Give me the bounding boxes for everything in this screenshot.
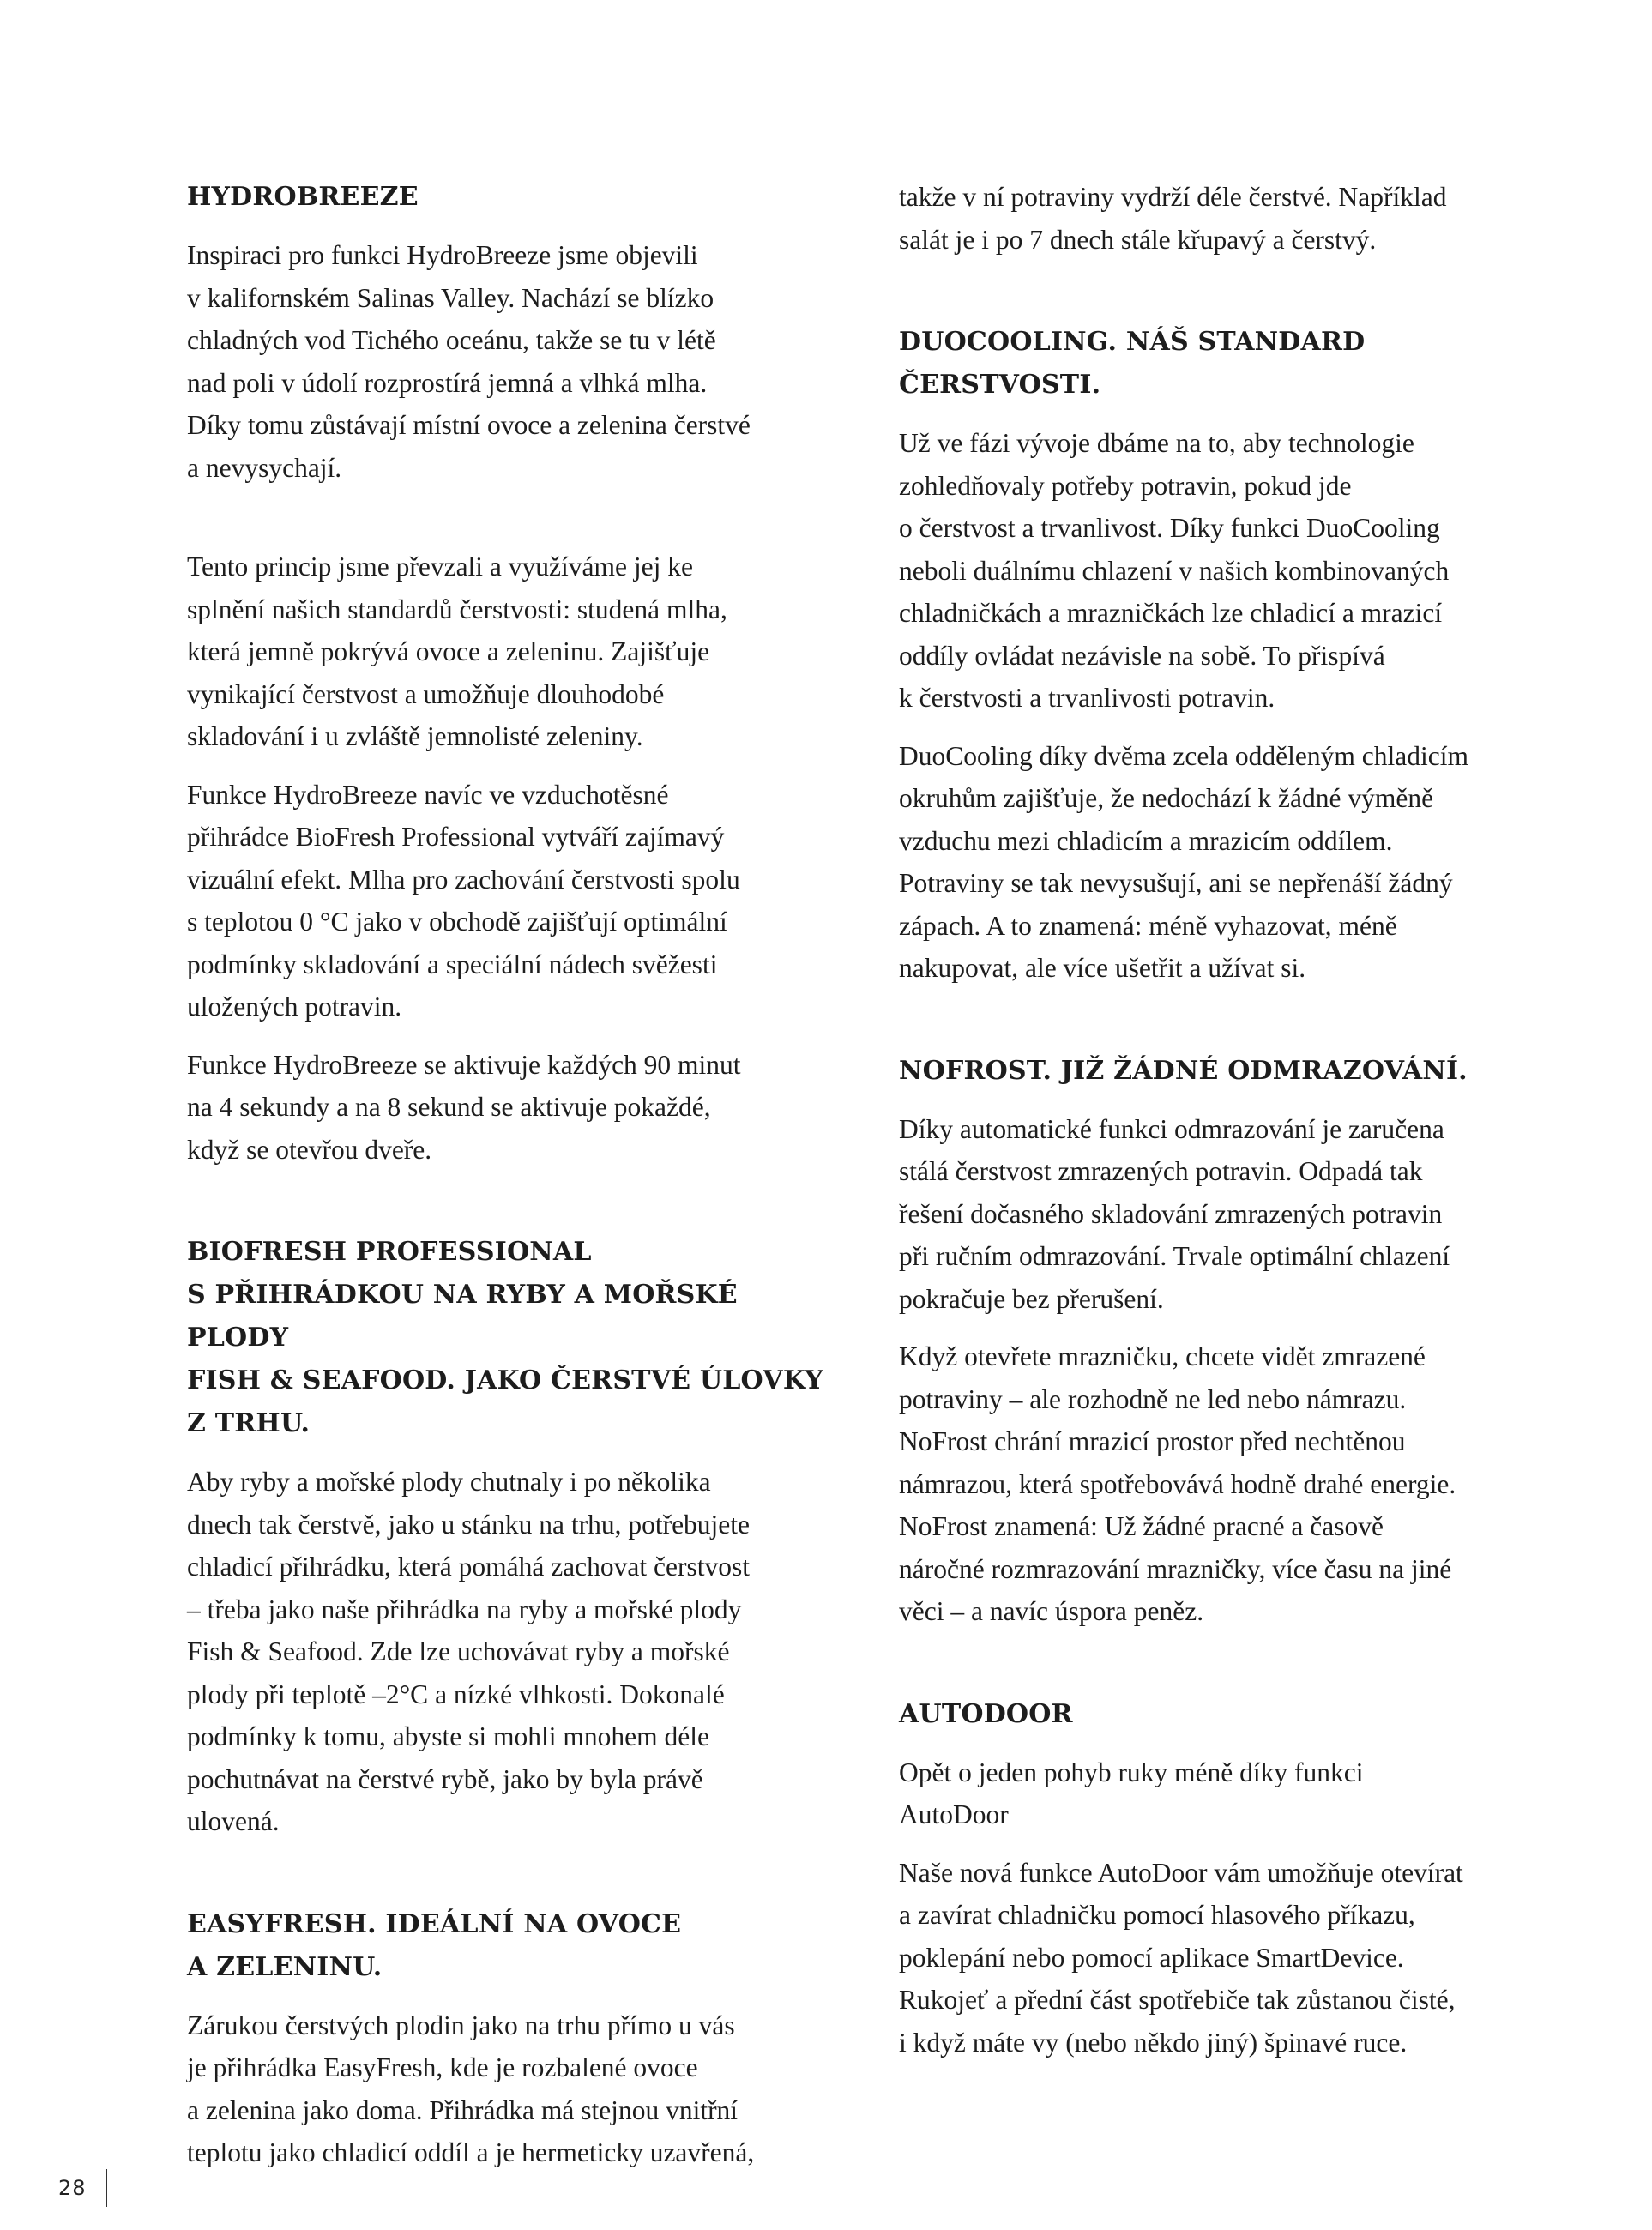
hydrobreeze-paragraph-1: Inspiraci pro funkci HydroBreeze jsme objevili v kalifornském Salinas Valley. Nachází se blízko chladných vod Tichého oceánu, takže se tu v létě nad poli v údolí rozprostírá jemná a vlhká mlha. Díky tomu zůstávají místní ovoce a zelenina čerstvé a nevysychají. <box>187 240 751 483</box>
nofrost-heading: NOFROST. JIŽ ŽÁDNÉ ODMRAZOVÁNÍ. <box>899 1055 1468 1086</box>
autodoor-paragraph-1: Opět o jeden pohyb ruky méně díky funkci AutoDoor <box>899 1757 1364 1829</box>
nofrost-paragraph-1: Díky automatické funkci odmrazování je zaručena stálá čerstvost zmrazených potravin. Odpadá tak řešení dočasného skladování zmrazených potravin při ručním odmrazování. Trvale optimální chlazení pokračuje bez přerušení. <box>899 1113 1450 1314</box>
biofresh-heading: BIOFRESH PROFESSIONAL S PŘIHRÁDKOU NA RYBY A MOŘSKÉ PLODY FISH & SEAFOOD. JAKO ČERSTVÉ ÚLOVKY Z TRHU. <box>187 1237 823 1438</box>
easyfresh-paragraph-1: Zárukou čerstvých plodin jako na trhu přímo u vás je přihrádka EasyFresh, kde je rozbalené ovoce a zelenina jako doma. Přihrádka má stejnou vnitřní teplotu jako chladicí oddíl a je hermeticky uzavřená, <box>187 2010 755 2167</box>
hydrobreeze-paragraph-2: Tento princip jsme převzali a využíváme jej ke splnění našich standardů čerstvosti: studená mlha, která jemně pokrývá ovoce a zeleninu. Zajišťuje vynikající čerstvost a umožňuje dlouhodobé skladování i u zvláště jemnolisté zeleniny. <box>187 551 727 751</box>
hydrobreeze-paragraph-4: Funkce HydroBreeze se aktivuje každých 90 minut na 4 sekundy a na 8 sekund se aktivuje pokaždé, když se otevřou dveře. <box>187 1049 741 1165</box>
biofresh-paragraph-1: Aby ryby a mořské plody chutnaly i po několika dnech tak čerstvě, jako u stánku na trhu, potřebujete chladicí přihrádku, která pomáhá zachovat čerstvost – třeba jako naše přihrádka na ryby a mořské plody Fish & Seafood. Zde lze uchovávat ryby a mořské plody při teplotě –2°C a nízké vlhkosti. Dokonalé podmínky k tomu, abyste si mohli mnohem déle pochutnávat na čerstvé rybě, jako by byla právě ulovená. <box>187 1467 751 1836</box>
easyfresh-heading: EASYFRESH. IDEÁLNÍ NA OVOCE A ZELENINU. <box>187 1908 682 1982</box>
left-column <box>187 176 839 2190</box>
nofrost-paragraph-2: Když otevřete mrazničku, chcete vidět zmrazené potraviny – ale rozhodně ne led nebo námrazu. NoFrost chrání mrazicí prostor před nechtěnou námrazou, která spotřebovává hodně drahé energie. NoFrost znamená: Už žádné pracné a časově náročné rozmrazování mrazničky, více času na jiné věci – a navíc úspora peněz. <box>899 1341 1456 1626</box>
hydrobreeze-paragraph-3: Funkce HydroBreeze navíc ve vzduchotěsné přihrádce BioFresh Professional vytváří zajímavý vizuální efekt. Mlha pro zachování čerstvosti spolu s teplotou 0 °C jako v obchodě zajišťují optimální podmínky skladování a speciální nádech svěžesti uložených potravin. <box>187 779 740 1022</box>
duocooling-paragraph-2: DuoCooling díky dvěma zcela odděleným chladicím okruhům zajišťuje, že nedochází k žádné výměně vzduchu mezi chladicím a mrazicím oddílem. Potraviny se tak nevysušují, ani se nepřenáší žádný zápach. A to znamená: méně vyhazovat, méně nakupovat, ale více ušetřit a užívat si. <box>899 740 1468 983</box>
duocooling-paragraph-1: Už ve fázi vývoje dbáme na to, aby technologie zohledňovaly potřeby potravin, pokud jde o čerstvost a trvanlivost. Díky funkci DuoCooling neboli duálnímu chlazení v našich kombinovaných chladničkách a mrazničkách lze chladicí a mrazicí oddíly ovládat nezávisle na sobě. To přispívá k čerstvosti a trvanlivosti potravin. <box>899 428 1450 713</box>
page-footer <box>58 2168 107 2208</box>
page-number: 28 <box>58 2176 87 2200</box>
autodoor-paragraph-2: Naše nová funkce AutoDoor vám umožňuje otevírat a zavírat chladničku pomocí hlasového příkazu, poklepání nebo pomocí aplikace SmartDevice. Rukojeť a přední část spotřebiče tak zůstanou čisté, i když máte vy (nebo někdo jiný) špinavé ruce. <box>899 1857 1463 2058</box>
footer-divider <box>106 2169 107 2207</box>
autodoor-heading: AUTODOOR <box>899 1698 1073 1729</box>
easyfresh-continuation: takže v ní potraviny vydrží déle čerstvé. Například salát je i po 7 dnech stále křupavý a čerstvý. <box>899 182 1447 255</box>
right-column <box>899 176 1551 2079</box>
duocooling-heading: DUOCOOLING. NÁŠ STANDARD ČERSTVOSTI. <box>899 327 1366 400</box>
hydrobreeze-heading: HYDROBREEZE <box>187 182 419 212</box>
